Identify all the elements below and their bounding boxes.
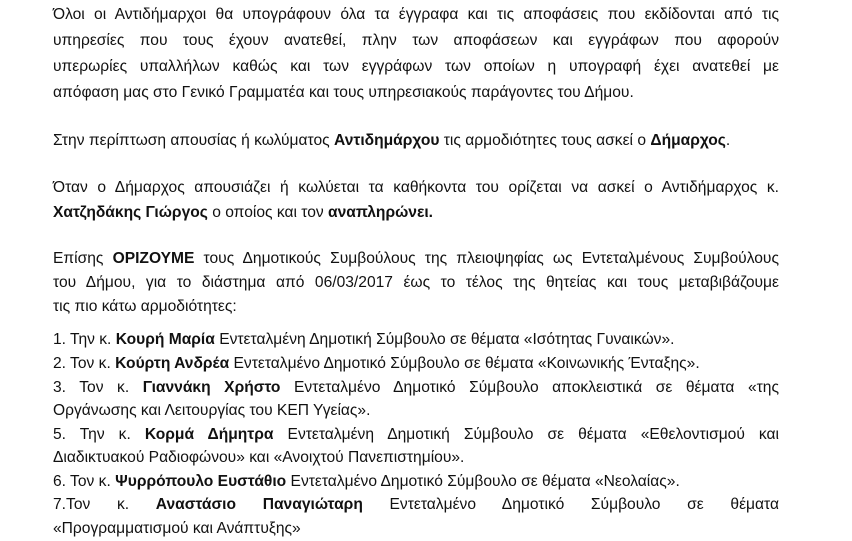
- bold-text-run: Κορμά Δήμητρα: [144, 426, 274, 443]
- text-run: τις αρμοδιότητες τους ασκεί ο: [439, 132, 651, 149]
- list-item-2: [53, 352, 700, 376]
- text-run: Εντεταλμένο Δημοτικό Σύμβουλο σε θέματα «Κοινωνικής Ένταξης».: [229, 355, 700, 372]
- list-item-5-line-2: [53, 446, 464, 470]
- text-run: Στην περίπτωση απουσίας ή κωλύματος: [53, 132, 335, 149]
- paragraph-1-line-2: [53, 29, 779, 53]
- list-item-7-line-2: [53, 517, 301, 541]
- text-run: Εντεταλμένο Δημοτικό Σύμβουλο σε θέματα «Νεολαίας».: [286, 473, 680, 490]
- paragraph-2-line-1: [53, 129, 730, 153]
- bold-text-run: αναπληρώνει.: [328, 204, 434, 221]
- bold-text-run: Κούρτη Ανδρέα: [115, 355, 230, 372]
- text-run: 3. Τον κ.: [53, 379, 143, 396]
- text-run: 5. Την κ.: [53, 426, 145, 443]
- text-run: «Προγραμματισμού και Ανάπτυξης»: [53, 520, 301, 537]
- text-run: .: [725, 132, 731, 149]
- list-item-6: [53, 470, 680, 494]
- text-run: Επίσης: [53, 250, 113, 267]
- bold-text-run: ΟΡΙΖΟΥΜΕ: [112, 250, 195, 267]
- text-run: 2. Τον κ.: [53, 355, 116, 372]
- text-run: Εντεταλμένη Δημοτική Σύμβουλο σε θέματα «Εθελοντισμού και: [273, 426, 780, 443]
- text-run: Διαδικτυακού Ραδιοφώνου» και «Ανοιχτού Πανεπιστημίου».: [53, 449, 465, 466]
- text-run: Όταν ο Δήμαρχος απουσιάζει ή κωλύεται τα καθήκοντα του ορίζεται να ασκεί ο Αντιδήμαρχος κ.: [53, 179, 779, 196]
- text-run: απόφαση μας στο Γενικό Γραμματέα και τους υπηρεσιακούς παράγοντες του Δήμου.: [53, 84, 634, 101]
- bold-text-run: Δήμαρχος: [650, 132, 726, 149]
- bold-text-run: Γιαννάκη Χρήστο: [142, 379, 281, 396]
- text-run: Εντεταλμένο Δημοτικό Σύμβουλο σε θέματα: [362, 496, 779, 513]
- paragraph-1-line-3: [53, 55, 779, 79]
- text-run: τους Δημοτικούς Συμβούλους της πλειοψηφίας ως Εντεταλμένους Συμβούλους: [194, 250, 779, 267]
- text-run: υπηρεσίες που τους έχουν ανατεθεί, πλην των αποφάσεων και εγγράφων που αφορούν: [53, 32, 779, 49]
- text-run: του Δήμου, για το διάστημα από 06/03/2017 έως το τέλος της θητείας και τους μεταβιβάζουμε: [53, 274, 779, 291]
- bold-text-run: Κουρή Μαρία: [115, 331, 215, 348]
- text-run: Οργάνωσης και Λειτουργίας του ΚΕΠ Υγείας».: [53, 402, 371, 419]
- list-item-5-line-1: [53, 423, 779, 447]
- bold-text-run: Χατζηδάκης Γιώργος: [53, 204, 208, 221]
- text-run: ο οποίος και τον: [207, 204, 329, 221]
- bold-text-run: Αναστάσιο Παναγιώταρη: [155, 496, 363, 513]
- paragraph-4-line-1: [53, 247, 779, 271]
- text-run: Εντεταλμένη Δημοτική Σύμβουλο σε θέματα «Ισότητας Γυναικών».: [214, 331, 675, 348]
- paragraph-3-line-1: [53, 176, 779, 200]
- text-run: Εντεταλμένο Δημοτικό Σύμβουλο αποκλειστικά σε θέματα «της: [280, 379, 779, 396]
- paragraph-4-line-2: [53, 271, 779, 295]
- paragraph-4-line-3: [53, 295, 237, 319]
- list-item-3-line-1: [53, 376, 779, 400]
- text-run: τις πιο κάτω αρμοδιότητες:: [53, 298, 237, 315]
- paragraph-3-line-2: [53, 201, 433, 225]
- text-run: 6. Τον κ.: [53, 473, 116, 490]
- text-run: 7.Τον κ.: [53, 496, 156, 513]
- bold-text-run: Ψυρρόπουλο Ευστάθιο: [115, 473, 287, 490]
- text-run: υπερωρίες υπαλλήλων καθώς και των εγγράφων των οποίων η υπογραφή έχει ανατεθεί με: [53, 58, 779, 75]
- paragraph-1-line-1: [53, 3, 779, 27]
- paragraph-1-line-4: [53, 81, 634, 105]
- list-item-3-line-2: [53, 399, 370, 423]
- bold-text-run: Αντιδημάρχου: [334, 132, 440, 149]
- list-item-7-line-1: [53, 493, 779, 517]
- list-item-1: [53, 328, 674, 352]
- text-run: 1. Την κ.: [53, 331, 116, 348]
- text-run: Όλοι οι Αντιδήμαρχοι θα υπογράφουν όλα τα έγγραφα και τις αποφάσεις που εκδίδονται από τις: [53, 6, 779, 23]
